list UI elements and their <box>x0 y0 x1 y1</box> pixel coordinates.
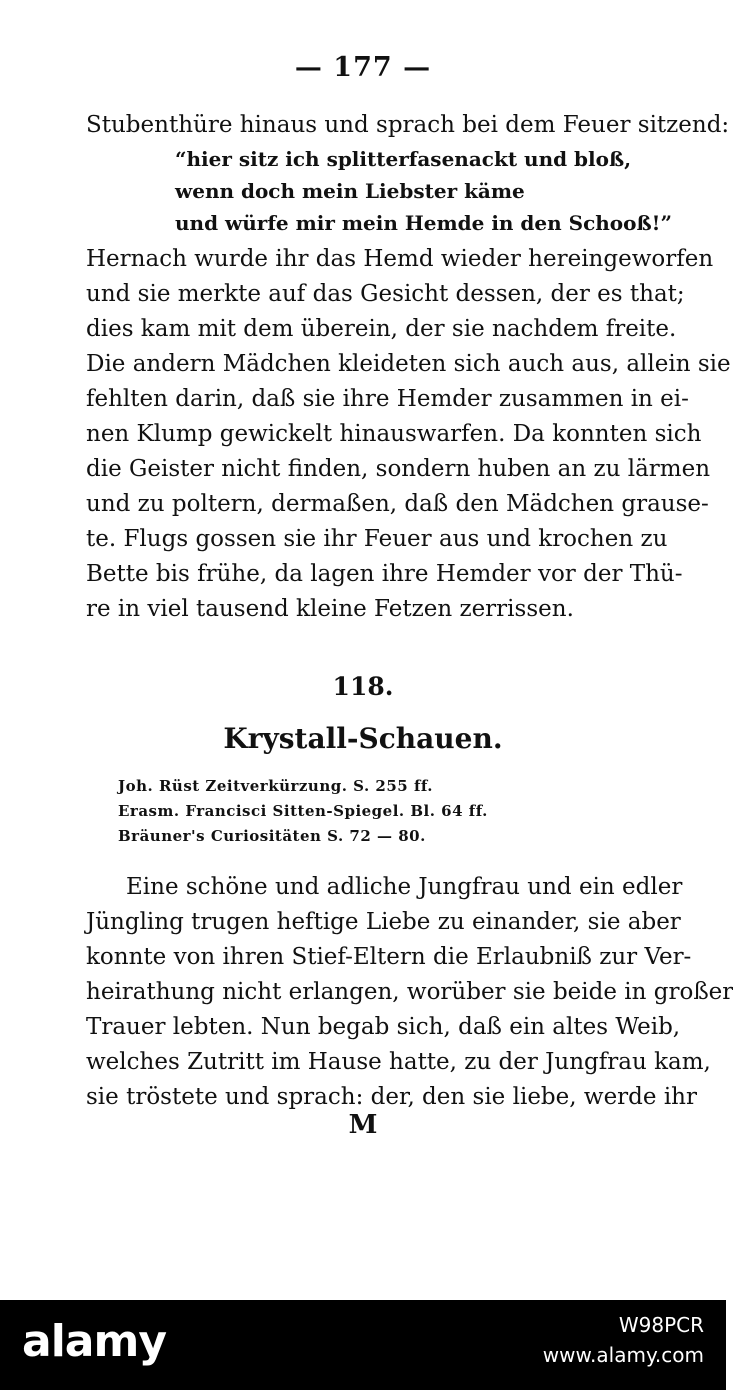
paragraph1-line: Die andern Mädchen kleideten sich auch aus, allein sie <box>86 351 731 377</box>
paragraph2-line: konnte von ihren Stief-Eltern die Erlaubniß zur Ver- <box>86 944 692 970</box>
paragraph2-line: Trauer lebten. Nun begab sich, daß ein altes Weib, <box>86 1014 681 1040</box>
paragraph2-line: heirathung nicht erlangen, worüber sie beide in großer <box>86 979 733 1005</box>
opening-line: Stubenthüre hinaus und sprach bei dem Feuer sitzend: <box>86 112 730 138</box>
paragraph1-line: die Geister nicht finden, sondern huben an zu lärmen <box>86 456 711 482</box>
catchword: M <box>348 1110 378 1140</box>
paragraph1-line: te. Flugs gossen sie ihr Feuer aus und krochen zu <box>86 526 668 552</box>
image-info <box>543 1310 704 1370</box>
paragraph1-line: nen Klump gewickelt hinauswarfen. Da konnten sich <box>86 421 702 447</box>
paragraph2-line: Jüngling trugen heftige Liebe zu einander, sie aber <box>86 909 681 935</box>
paragraph1-line: und sie merkte auf das Gesicht dessen, der es that; <box>86 281 685 307</box>
paragraph1-line: dies kam mit dem überein, der sie nachdem freite. <box>86 316 677 342</box>
source-citation: Joh. Rüst Zeitverkürzung. S. 255 ff. <box>118 777 434 795</box>
verse-line-2: wenn doch mein Liebster käme <box>175 179 525 203</box>
paragraph1-line: Bette bis frühe, da lagen ihre Hemder vor der Thü- <box>86 561 683 587</box>
paragraph1-line-last: re in viel tausend kleine Fetzen zerrissen. <box>86 596 574 622</box>
paragraph1-line: fehlten darin, daß sie ihre Hemder zusammen in ei- <box>86 386 689 412</box>
watermark-footer <box>0 1300 726 1390</box>
verse-line-1: “hier sitz ich splitterfasenackt und bloß, <box>175 147 632 171</box>
paragraph2-line: Eine schöne und adliche Jungfrau und ein edler <box>126 874 683 900</box>
source-citation: Bräuner's Curiositäten S. 72 — 80. <box>118 827 426 845</box>
section-number: 118. <box>332 672 394 701</box>
alamy-logo: alamy <box>22 1316 166 1367</box>
site-url: www.alamy.com <box>542 1343 704 1367</box>
paragraph1-line: Hernach wurde ihr das Hemd wieder hereingeworfen <box>86 246 714 272</box>
source-citation: Erasm. Francisci Sitten-Spiegel. Bl. 64 ff. <box>118 802 488 820</box>
image-code: W98PCR <box>618 1313 704 1337</box>
page-number: — 177 — <box>294 52 432 83</box>
paragraph1-line: und zu poltern, dermaßen, daß den Mädchen grause- <box>86 491 709 517</box>
section-title: Krystall-Schauen. <box>223 722 503 755</box>
paragraph2-line: sie tröstete und sprach: der, den sie liebe, werde ihr <box>86 1084 697 1110</box>
paragraph2-line: welches Zutritt im Hause hatte, zu der Jungfrau kam, <box>86 1049 711 1075</box>
verse-line-3: und würfe mir mein Hemde in den Schooß!” <box>175 211 672 235</box>
